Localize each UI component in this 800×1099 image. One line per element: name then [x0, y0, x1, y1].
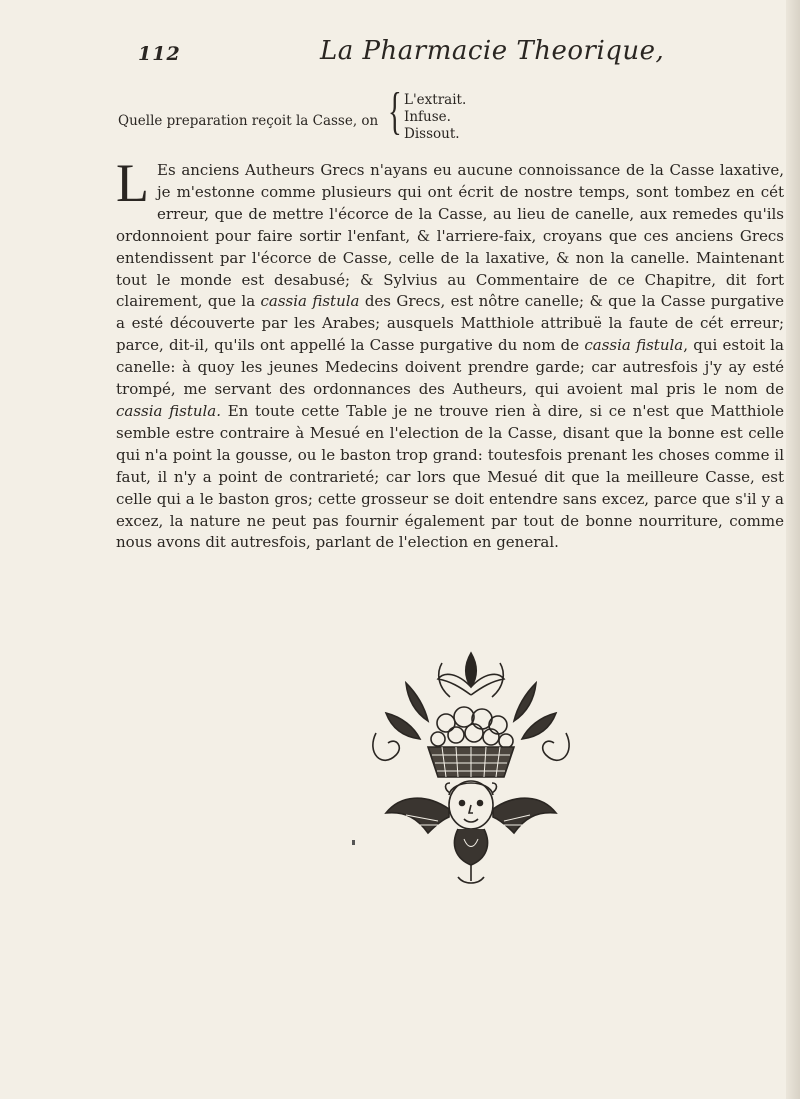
italic-term: cassia fistula.	[116, 401, 222, 420]
body-text-part: , qui estoit la canelle: à quoy les jeunes Medecins doivent prendre garde; car autresfois j'y ay esté trompé, me servant des ordonnances des Autheurs, qui avoient mal pris le nom de	[116, 336, 784, 399]
italic-term: cassia fistula	[584, 336, 684, 355]
page-edge	[786, 0, 800, 1099]
cherub-fruit-basket-vignette-icon	[346, 643, 596, 893]
italic-term: cassia fistula	[260, 292, 360, 311]
drop-cap: L	[116, 153, 149, 213]
body-paragraph	[116, 153, 784, 554]
question-text: Quelle preparation reçoit la Casse, on	[118, 113, 379, 129]
body-text-part: Es anciens Autheurs Grecs n'ayans eu aucune connoissance de la Casse laxative, je m'estonne comme plusieurs qui ont écrit de nostre temps, sont tombez en cét erreur, que de mettre l'écorce de la Casse, au lieu de canelle, aux remedes qu'ils ordonnoient pour faire sortir l'enfant, & l'arriere-faix, croyans que ces anciens Grecs entendissent par l'écorce de Casse, celle de la laxative, & non la canelle. Maintenant tout le monde est desabusé; & Sylvius au Commentaire de ce Chapitre, dit fort clairement, que la	[116, 161, 784, 311]
option-item: L'extrait.	[404, 92, 467, 108]
body-text-part: des Grecs, est nôtre canelle; & que la Casse purgative a esté découverte par les Arabes; ausquels Matthiole attribuë la faute de cét erreur; parce, dit-il, qu'ils ont appellé la Casse purgative du nom de	[116, 292, 784, 355]
ink-mark	[352, 840, 355, 845]
question-options	[404, 92, 466, 143]
option-item: Infuse.	[404, 109, 451, 125]
brace-icon: {	[388, 83, 402, 140]
body-text-part: En toute cette Table je ne trouve rien à dire, si ce n'est que Matthiole semble estre contraire à Mesué en l'election de la Casse, disant que la bonne est celle qui n'a point la gousse, ou le baston trop grand: toutesfois prenant les choses comme il faut, il n'y a point de contrarieté; car lors que Mesué dit que la meilleure Casse, est celle qui a le baston gros; cette grosseur se doit entendre sans excez, parce que s'il y a excez, la nature ne peut pas fournir également par tout de bonne nourriture, comme nous avons dit autresfois, parlant de l'election en general.	[116, 401, 784, 552]
page-number: 112	[138, 43, 181, 65]
running-title: La Pharmacie Theorique,	[320, 36, 665, 66]
option-item: Dissout.	[404, 126, 460, 142]
